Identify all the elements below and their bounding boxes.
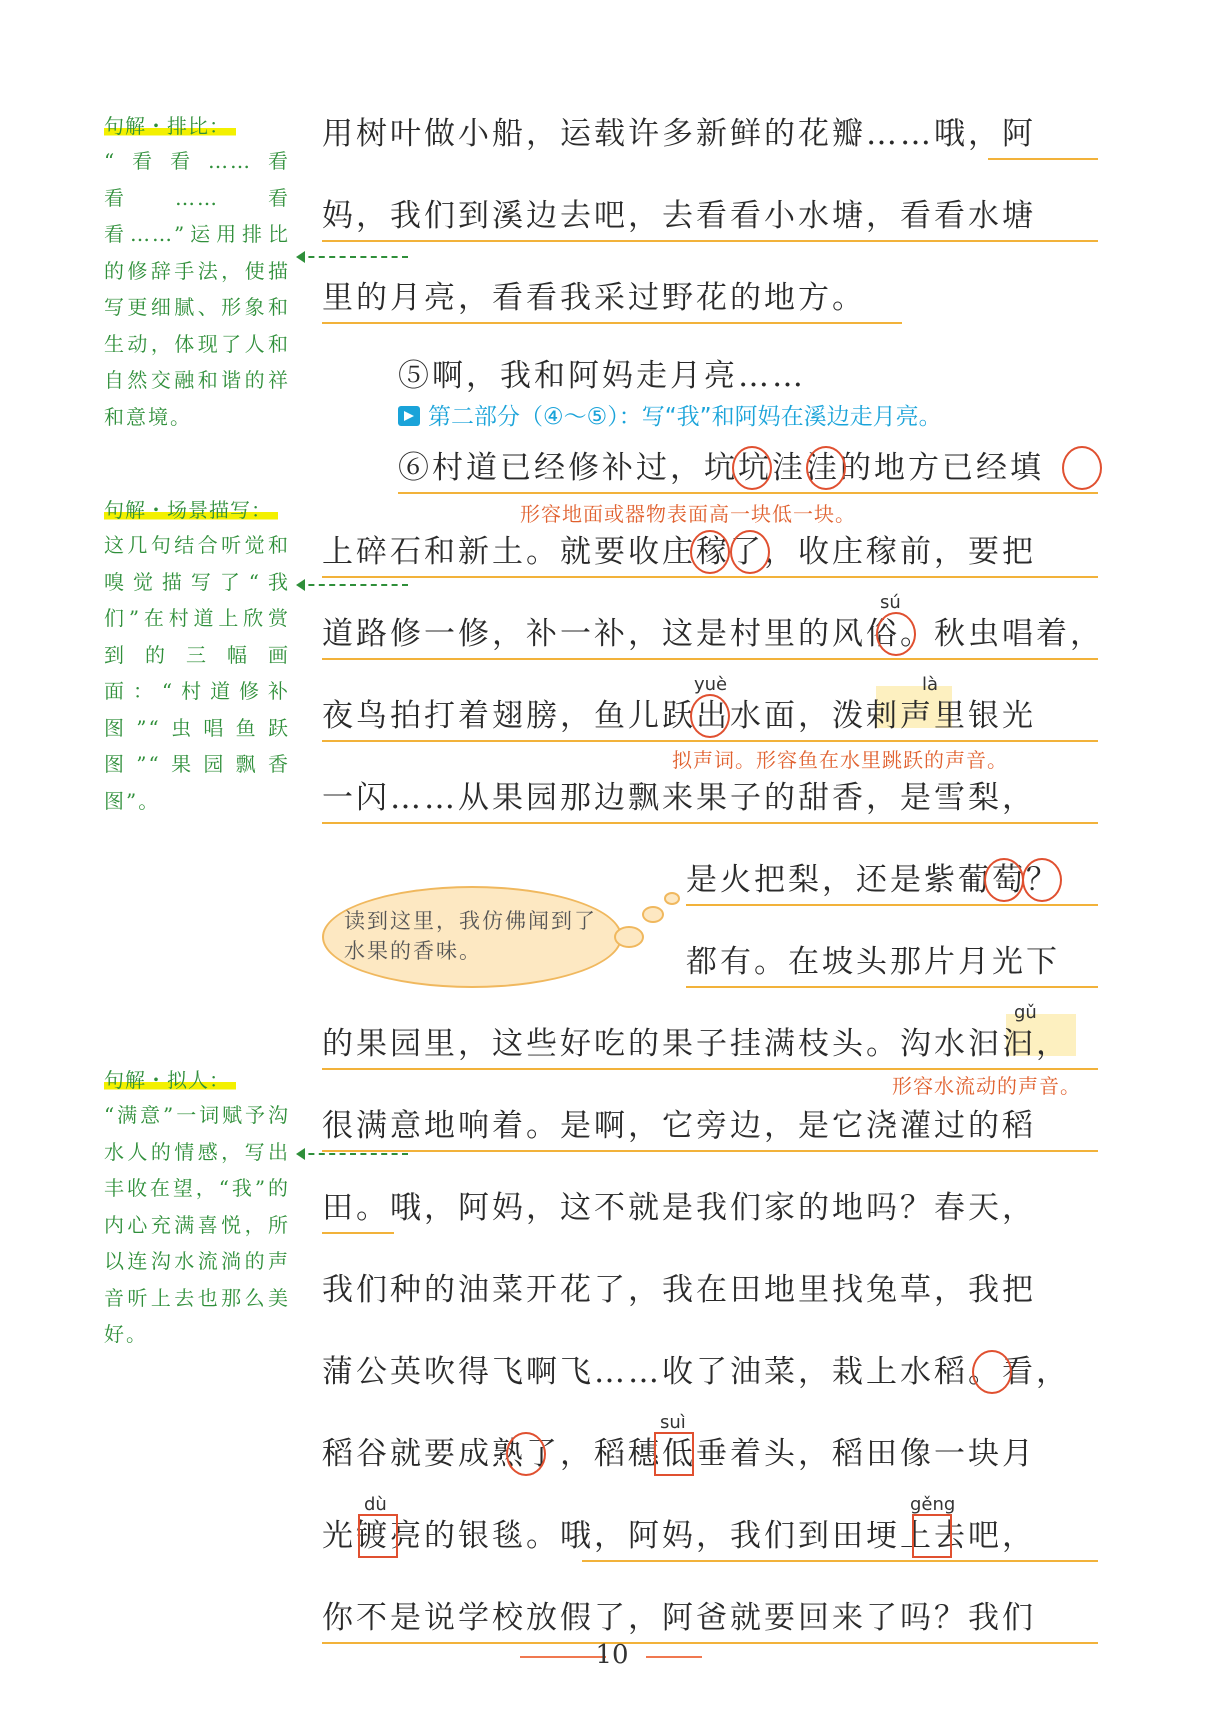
text-underline xyxy=(398,492,1098,494)
char-box xyxy=(654,1432,694,1476)
char-circle xyxy=(732,446,772,490)
note-parallelism xyxy=(104,110,290,435)
note-body: “看看……看看……看看……”运用排比的修辞手法，使描写更细腻、形象和生动，体现了人和自然交融和谐的祥和意境。 xyxy=(104,149,290,429)
note-scene xyxy=(104,494,290,819)
text-underline xyxy=(686,904,1098,906)
note-arrow xyxy=(298,1153,408,1155)
char-circle xyxy=(806,446,846,490)
text-line: 里的月亮，看看我采过野花的地方。 xyxy=(322,280,866,316)
note-arrow xyxy=(298,256,408,258)
text-line: 一闪……从果园那边飘来果子的甜香，是雪梨， xyxy=(322,780,1036,816)
bubble-dot xyxy=(614,926,644,948)
char-circle xyxy=(1062,446,1102,490)
text-underline xyxy=(686,986,1098,988)
gloss-gugu: 形容水流动的声音。 xyxy=(892,1074,1081,1098)
text-line: 蒲公英吹得飞啊飞……收了油菜，栽上水稻。看， xyxy=(322,1354,1070,1390)
bubble-dot xyxy=(664,892,680,905)
note-arrow xyxy=(298,584,408,586)
pinyin-yue: yuè xyxy=(694,674,728,695)
text-underline xyxy=(322,1232,394,1234)
section-summary xyxy=(398,398,942,431)
note-body: “满意”一词赋予沟水人的情感，写出丰收在望，“我”的内心充满喜悦，所以连沟水流淌的声音听上去也那么美好。 xyxy=(104,1103,290,1346)
text-line: 稻谷就要成熟了，稻穗低垂着头，稻田像一块月 xyxy=(322,1436,1036,1472)
char-circle xyxy=(690,530,730,574)
text-line: 的果园里，这些好吃的果子挂满枝头。沟水汩汩， xyxy=(322,1026,1070,1062)
char-circle xyxy=(506,1432,546,1476)
page-number: 10 xyxy=(595,1640,629,1670)
note-body: 这几句结合听觉和嗅觉描写了“我们”在村道上欣赏到的三幅画面：“村道修补图”“虫唱鱼跃图”“果园飘香图”。 xyxy=(104,533,290,813)
text-line: 光镀亮的银毯。哦，阿妈，我们到田埂上去吧， xyxy=(322,1518,1036,1554)
speaker-icon xyxy=(398,406,420,426)
pinyin-du: dù xyxy=(364,1494,387,1515)
bubble-dot xyxy=(642,906,664,923)
text-underline xyxy=(322,576,1098,578)
text-line: 我们种的油菜开花了，我在田地里找兔草，我把 xyxy=(322,1272,1036,1308)
text-line: 田。哦，阿妈，这不就是我们家的地吗？春天， xyxy=(322,1190,1036,1226)
pinyin-gu: gǔ xyxy=(1014,1002,1037,1023)
text-line: 夜鸟拍打着翅膀，鱼儿跃出水面，泼剌声里银光 xyxy=(322,698,1036,734)
text-underline xyxy=(322,658,1098,660)
text-underline xyxy=(322,1150,1098,1152)
note-title: 句解・场景描写： xyxy=(104,494,278,523)
char-circle xyxy=(972,1350,1012,1394)
note-personification xyxy=(104,1064,290,1353)
char-circle xyxy=(690,694,730,738)
char-box xyxy=(912,1514,952,1558)
char-circle xyxy=(984,858,1024,902)
section-label: 第二部分（④～⑤）：写“我”和阿妈在溪边走月亮。 xyxy=(428,404,942,430)
text-underline xyxy=(988,158,1098,160)
text-line: ⑤啊，我和阿妈走月亮…… xyxy=(398,358,806,394)
text-underline xyxy=(322,322,902,324)
text-line: 用树叶做小船，运载许多新鲜的花瓣……哦，阿 xyxy=(322,116,1036,152)
note-title: 句解・拟人： xyxy=(104,1064,236,1093)
text-underline xyxy=(322,240,1098,242)
text-line: 你不是说学校放假了，阿爸就要回来了吗？我们 xyxy=(322,1600,1036,1636)
text-line: 是火把梨，还是紫葡萄？ xyxy=(686,862,1060,898)
char-circle xyxy=(876,612,916,656)
char-box xyxy=(358,1514,398,1558)
pinyin-sui: suì xyxy=(660,1412,686,1433)
text-line: 都有。在坡头那片月光下 xyxy=(686,944,1060,980)
note-title: 句解・排比： xyxy=(104,110,236,139)
pinyin-geng: gěng xyxy=(910,1494,956,1515)
text-line: 上碎石和新土。就要收庄稼了，收庄稼前，要把 xyxy=(322,534,1036,570)
text-line: 道路修一修，补一补，这是村里的风俗。秋虫唱着， xyxy=(322,616,1104,652)
text-underline xyxy=(582,1560,1098,1562)
gloss-kengkeng: 形容地面或器物表面高一块低一块。 xyxy=(520,502,856,526)
char-circle xyxy=(730,530,770,574)
text-line: 妈，我们到溪边去吧，去看看小水塘，看看水塘 xyxy=(322,198,1036,234)
text-underline xyxy=(322,822,1098,824)
text-underline xyxy=(322,740,1098,742)
bubble-text: 读到这里，我仿佛闻到了水果的香味。 xyxy=(344,909,597,963)
pinyin-su: sú xyxy=(880,592,901,613)
gloss-pola: 拟声词。形容鱼在水里跳跃的声音。 xyxy=(672,748,1008,772)
pinyin-la: là xyxy=(922,674,939,695)
text-line: 很满意地响着。是啊，它旁边，是它浇灌过的稻 xyxy=(322,1108,1036,1144)
text-line: ⑥村道已经修补过，坑坑洼洼的地方已经填 xyxy=(398,450,1044,486)
char-circle xyxy=(1022,858,1062,902)
